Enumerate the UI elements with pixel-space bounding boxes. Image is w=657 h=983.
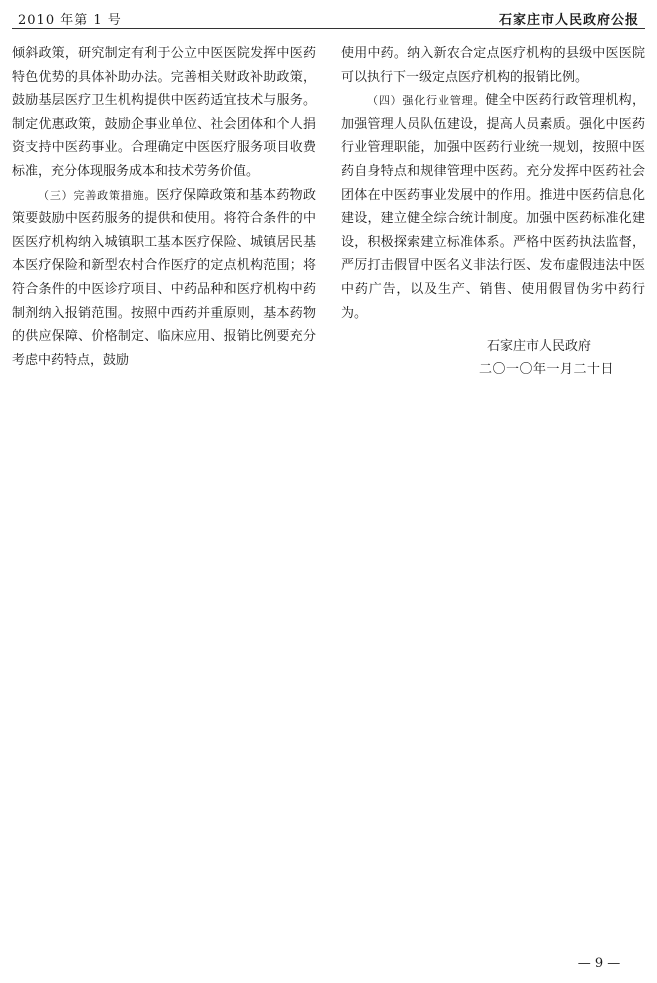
issue-number: 2010 年第 1 号 [18,13,122,28]
section-3-heading: （三）完善政策措施。 [38,188,157,202]
issuing-organization: 石家庄市人民政府 [487,339,592,354]
left-column [12,42,316,372]
right-column [341,42,645,325]
section-3-body: 医疗保障政策和基本药物政策要鼓励中医药服务的提供和使用。将符合条件的中医医疗机构纳入城镇职工基本医疗保险、城镇居民基本医疗保险和新型农村合作医疗的定点机构范围；将符合条件的中医诊疗项目、中药品种和医疗机构中药制剂纳入报销范围。按照中西药并重原则，基本药物的供应保障、价格制定、临床应用、报销比例要充分考虑中药特点，鼓励 [12,187,316,368]
right-paragraph-1: 使用中药。纳入新农合定点医疗机构的县级中医医院可以执行下一级定点医疗机构的报销比例。 [341,46,645,85]
left-paragraph-section-3 [12,184,316,373]
left-paragraph-1: 倾斜政策，研究制定有利于公立中医医院发挥中医药特色优势的具体补助办法。完善相关财政补助政策，鼓励基层医疗卫生机构提供中医药适宜技术与服务。制定优惠政策，鼓励企事业单位、社会团体和个人捐资支持中医药事业。合理确定中医医疗服务项目收费标准，充分体现服务成本和技术劳务价值。 [12,46,316,179]
issue-date: 二〇一〇年一月二十日 [479,362,615,377]
section-4-body: 健全中医药行政管理机构，加强管理人员队伍建设，提高人员素质。强化中医药行业管理职能，加强中医药行业统一规划，按照中医药自身特点和规律管理中医药。充分发挥中医药社会团体在中医药事业发展中的作用。推进中医药信息化建设，建立健全综合统计制度。加强中医药标准化建设，积极探索建立标准体系。严格中医药执法监督，严厉打击假冒中医名义非法行医、发布虚假违法中医中药广告，以及生产、销售、使用假冒伪劣中药行为。 [341,93,645,321]
page-header [12,6,645,29]
right-paragraph-section-4 [341,89,645,325]
section-4-heading: （四）强化行业管理。 [367,94,486,108]
journal-title: 石家庄市人民政府公报 [498,13,639,28]
page-number: — 9 — [577,956,621,971]
